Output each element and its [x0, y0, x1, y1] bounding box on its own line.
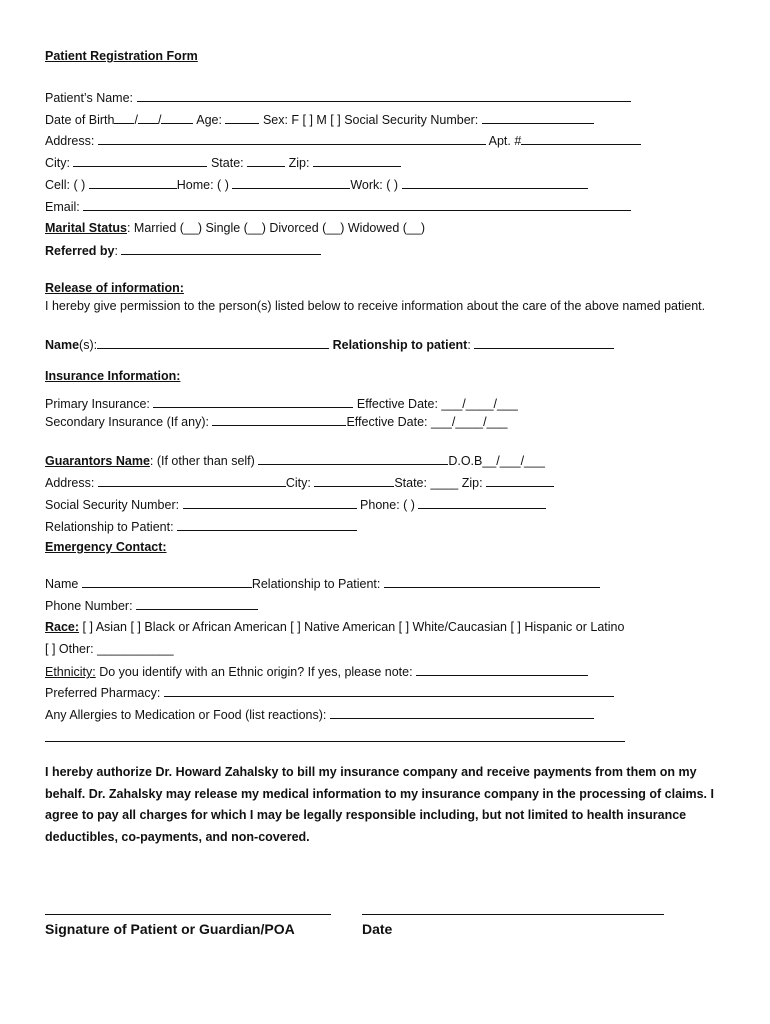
apt-field[interactable] — [521, 132, 641, 145]
names-label-rest: (s): — [79, 338, 98, 352]
email-label: Email: — [45, 200, 80, 214]
ethnicity-question: Do you identify with an Ethnic origin? If yes, please note: — [95, 665, 413, 679]
work-label: Work: ( ) — [350, 178, 399, 192]
release-heading: Release of information: — [45, 281, 184, 295]
names-field[interactable] — [97, 336, 329, 349]
guarantor-relationship-field[interactable] — [177, 518, 357, 531]
emergency-name-label: Name — [45, 577, 79, 591]
secondary-insurance-field[interactable] — [212, 413, 346, 426]
primary-insurance-label: Primary Insurance: — [45, 397, 150, 411]
city-label: City: — [45, 156, 70, 170]
dob-year-field[interactable] — [161, 111, 193, 124]
signature-field[interactable] — [45, 913, 331, 915]
secondary-insurance-row — [45, 413, 507, 430]
guarantor-relationship-row — [45, 518, 357, 535]
emergency-heading: Emergency Contact: — [45, 540, 167, 554]
apt-label: Apt. # — [488, 134, 522, 148]
ethnicity-label-text: Ethnicity: — [45, 665, 96, 679]
pharmacy-label: Preferred Pharmacy: — [45, 686, 161, 700]
referred-label: Referred by — [45, 244, 115, 258]
age-field[interactable] — [225, 111, 259, 124]
guarantor-relationship-label: Relationship to Patient: — [45, 520, 174, 534]
emergency-phone-row — [45, 597, 258, 614]
home-field[interactable] — [232, 176, 350, 189]
guarantor-phone-label: Phone: ( ) — [360, 498, 415, 512]
release-text: I hereby give permission to the person(s) listed below to receive information about the care of the above named patient. — [45, 299, 706, 313]
relationship-colon: : — [467, 338, 471, 352]
guarantor-address-row — [45, 474, 554, 491]
cell-field[interactable] — [89, 176, 177, 189]
primary-insurance-field[interactable] — [153, 395, 353, 408]
home-label: Home: ( ) — [176, 178, 229, 192]
allergies-label: Any Allergies to Medication or Food (list reactions): — [45, 708, 327, 722]
guarantor-ssn-field[interactable] — [183, 496, 357, 509]
secondary-insurance-label: Secondary Insurance (If any): — [45, 415, 209, 429]
guarantor-phone-field[interactable] — [418, 496, 546, 509]
dob-day-field[interactable] — [138, 111, 158, 124]
dob-row: Date of Birth / / Age: Sex: F [ ] M [ ] Social Security Number: — [45, 111, 594, 128]
guarantor-address-label: Address: — [45, 476, 95, 490]
marital-options[interactable]: : Married (__) Single (__) Divorced (__) Widowed (__) — [126, 221, 425, 235]
ethnicity-field[interactable] — [416, 663, 588, 676]
address-label: Address: — [45, 134, 95, 148]
secondary-effective-date[interactable]: Effective Date: ___/____/___ — [346, 415, 508, 429]
allergies-continuation-field[interactable] — [45, 740, 625, 742]
dob-label: Date of Birth — [45, 113, 115, 127]
guarantor-row — [45, 452, 545, 469]
pharmacy-field[interactable] — [164, 684, 614, 697]
sex-ssn-label: Sex: F [ ] M [ ] Social Security Number: — [262, 113, 479, 127]
signature-label: Signature of Patient or Guardian/POA — [45, 921, 295, 937]
address-field[interactable] — [98, 132, 486, 145]
date-field[interactable] — [362, 913, 664, 915]
ssn-field[interactable] — [482, 111, 594, 124]
guarantor-name-field[interactable] — [258, 452, 448, 465]
race-row — [45, 619, 624, 635]
marital-row — [45, 220, 425, 236]
patient-name-label: Patient’s Name: — [45, 91, 134, 105]
city-field[interactable] — [73, 154, 207, 167]
guarantor-address-field[interactable] — [98, 474, 286, 487]
guarantor-zip-field[interactable] — [486, 474, 554, 487]
zip-field[interactable] — [313, 154, 401, 167]
referred-colon: : — [114, 244, 118, 258]
emergency-relationship-field[interactable] — [384, 575, 600, 588]
guarantor-ssn-label: Social Security Number: — [45, 498, 180, 512]
address-row — [45, 132, 641, 149]
city-row — [45, 154, 401, 171]
guarantor-city-field[interactable] — [314, 474, 394, 487]
names-label-bold: Nam — [45, 338, 73, 352]
referred-field[interactable] — [121, 242, 321, 255]
form-title: Patient Registration Form — [45, 49, 198, 63]
guarantor-city-label: City: — [285, 476, 311, 490]
marital-label: Marital Status — [45, 221, 127, 235]
phone-row — [45, 176, 588, 193]
cell-label: Cell: ( ) — [45, 178, 86, 192]
emergency-relationship-label: Relationship to Patient: — [251, 577, 381, 591]
ethnicity-label — [45, 665, 96, 679]
authorization-text: I hereby authorize Dr. Howard Zahalsky to bill my insurance company and receive payments from them on my behalf. Dr. Zahalsky may release my medical information to my insurance company in the processing of claims. I agree to pay all charges for which I may be legally responsible including, but not limited to health insurance deductibles, co-payments, and non-covered. — [45, 765, 714, 844]
emergency-name-field[interactable] — [82, 575, 252, 588]
patient-name-row — [45, 89, 631, 106]
relationship-field[interactable] — [474, 336, 614, 349]
state-field[interactable] — [247, 154, 285, 167]
zip-label: Zip: — [288, 156, 310, 170]
email-field[interactable] — [83, 198, 631, 211]
age-label: Age: — [196, 113, 222, 127]
primary-insurance-row — [45, 395, 518, 412]
guarantor-state-zip-label: State: ____ Zip: — [394, 476, 483, 490]
email-row — [45, 198, 631, 215]
patient-name-field[interactable] — [137, 89, 631, 102]
emergency-name-row — [45, 575, 600, 592]
pharmacy-row — [45, 684, 614, 701]
race-options[interactable]: [ ] Asian [ ] Black or African American [ ] Native American [ ] White/Caucasian [ ] Hispanic or Latino — [79, 620, 625, 634]
emergency-phone-field[interactable] — [136, 597, 258, 610]
relationship-label: Relationship to patient — [332, 338, 468, 352]
guarantor-ssn-row — [45, 496, 546, 513]
names-label-e: e — [72, 338, 80, 352]
state-label: State: — [210, 156, 244, 170]
emergency-phone-label: Phone Number: — [45, 599, 133, 613]
release-names-row — [45, 336, 614, 353]
allergies-row — [45, 706, 594, 723]
insurance-heading: Insurance Information: — [45, 369, 181, 383]
race-other-row[interactable]: [ ] Other: ___________ — [45, 642, 174, 656]
guarantor-note: : (If other than self) — [149, 454, 255, 468]
dob-month-field[interactable] — [114, 111, 134, 124]
primary-effective-date[interactable]: Effective Date: ___/____/___ — [356, 397, 518, 411]
ethnicity-row — [45, 663, 588, 680]
allergies-field[interactable] — [330, 706, 594, 719]
date-label: Date — [362, 921, 393, 937]
work-field[interactable] — [402, 176, 588, 189]
names-label — [45, 338, 79, 352]
guarantor-label: Guarantors Name — [45, 454, 150, 468]
referred-row — [45, 242, 321, 259]
guarantor-dob[interactable]: D.O.B__/___/___ — [448, 454, 545, 468]
race-label: Race: — [45, 620, 80, 634]
